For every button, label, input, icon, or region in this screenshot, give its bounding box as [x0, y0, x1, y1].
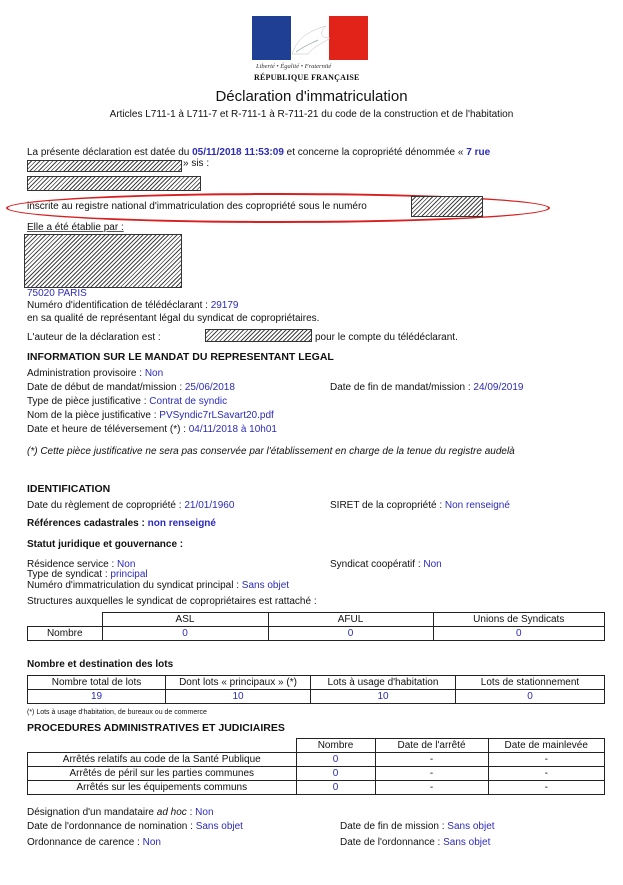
numero-line: [27, 300, 239, 311]
page-title: Déclaration d'immatriculation: [215, 88, 408, 105]
mandataire-sep: :: [186, 807, 196, 818]
table-cell: -: [375, 781, 488, 795]
intro-prefix: La présente déclaration est datée du: [27, 147, 193, 158]
intro-mid: et concerne la copropriété dénommée «: [283, 147, 467, 158]
table-cell: -: [375, 767, 488, 781]
structures-label: Structures auxquelles le syndicat de copropriétaires est rattaché :: [27, 596, 317, 607]
typesyn-line: [27, 569, 148, 580]
table-cell: 0: [433, 627, 605, 641]
table-row: [28, 781, 605, 795]
cadastre-value: non renseigné: [147, 518, 216, 529]
table-cell: 0: [296, 753, 375, 767]
dateord-value: Sans objet: [443, 837, 491, 848]
table-cell: 0: [296, 767, 375, 781]
admin-label: Administration provisoire :: [27, 368, 145, 379]
table-row: [28, 767, 605, 781]
residence-label: Résidence service :: [27, 559, 118, 570]
table-cell: -: [488, 781, 605, 795]
siret-line: [330, 500, 510, 511]
cadastre-label: Références cadastrales :: [27, 518, 148, 529]
table-cell: [28, 613, 103, 627]
row-label: Nombre: [28, 627, 103, 641]
coop-value: Non: [423, 559, 442, 570]
copro-name: 7 rue: [466, 147, 491, 158]
fin-line: [330, 382, 523, 393]
table-header: Unions de Syndicats: [433, 613, 605, 627]
marianne-logo: [252, 16, 368, 60]
redacted-block: [27, 176, 201, 191]
table-cell: 10: [166, 690, 311, 704]
numero-label: Numéro d'identification de télédéclarant :: [27, 300, 211, 311]
table-row: [28, 690, 605, 704]
table-cell: 19: [28, 690, 166, 704]
row-label: Arrêtés de péril sur les parties communes: [28, 767, 297, 781]
admin-value: Non: [144, 368, 164, 379]
type-line: [27, 396, 227, 407]
carence-line: [27, 837, 161, 848]
typesyn-value: principal: [110, 569, 148, 580]
table-row: [28, 627, 605, 641]
identification-heading: IDENTIFICATION: [27, 483, 111, 495]
table-cell: 0: [102, 627, 268, 641]
residence-value: Non: [117, 559, 136, 570]
structures-table: [27, 612, 605, 641]
nom-value: PVSyndic7rLSavart20.pdf: [159, 410, 274, 421]
table-header: Lots de stationnement: [456, 676, 605, 690]
lots-table: [27, 675, 605, 704]
table-header: Lots à usage d'habitation: [311, 676, 456, 690]
typesyn-label: Type de syndicat :: [27, 569, 111, 580]
redacted-block: [24, 234, 182, 288]
dateord-label: Date de l'ordonnance :: [340, 837, 444, 848]
table-cell: 0: [456, 690, 605, 704]
table-header: Nombre: [296, 739, 375, 753]
finmission-value: Sans objet: [447, 821, 495, 832]
ordonnance-label: Date de l'ordonnance de nomination :: [27, 821, 196, 832]
mandataire-label: Désignation d'un mandataire: [27, 807, 157, 818]
table-row: [28, 676, 605, 690]
numero-value: 29179: [210, 300, 239, 311]
auteur-label: L'auteur de la déclaration est :: [27, 332, 161, 343]
table-cell: -: [488, 753, 605, 767]
coop-label: Syndicat coopératif :: [330, 559, 424, 570]
lots-heading: Nombre et destination des lots: [27, 659, 174, 670]
numprinc-line: [27, 580, 289, 591]
table-cell: 10: [311, 690, 456, 704]
siret-label: SIRET de la copropriété :: [330, 500, 445, 511]
nom-label: Nom de la pièce justificative :: [27, 410, 160, 421]
carence-value: Non: [142, 837, 161, 848]
table-cell: -: [488, 767, 605, 781]
carence-label: Ordonnance de carence :: [27, 837, 143, 848]
page-subtitle: Articles L711-1 à L711-7 et R-711-1 à R-711-21 du code de la construction et de l'habitation: [109, 109, 514, 120]
admin-line: [27, 368, 163, 379]
lots-note: (*) Lots à usage d'habitation, de bureaux ou de commerce: [27, 709, 207, 716]
mandataire-line: [27, 807, 214, 818]
table-row: [28, 613, 605, 627]
redacted-block: [205, 329, 312, 342]
fin-value: 24/09/2019: [473, 382, 524, 393]
mandataire-value: Non: [195, 807, 214, 818]
cadastre-line: [27, 518, 216, 529]
redacted-block: [27, 160, 182, 172]
nom-line: [27, 410, 274, 421]
mandat-note: (*) Cette pièce justificative ne sera pas conservée par l'établissement en charge de la tenue du registre audelà: [27, 446, 515, 457]
table-cell: -: [375, 753, 488, 767]
fin-label: Date de fin de mandat/mission :: [330, 382, 474, 393]
numprinc-label: Numéro d'immatriculation du syndicat principal :: [27, 580, 242, 591]
ordonnance-line: [27, 821, 243, 832]
intro-sis: » sis :: [183, 158, 210, 169]
city: 75020 PARIS: [27, 288, 87, 299]
reglement-value: 21/01/1960: [184, 500, 235, 511]
table-cell: [28, 739, 297, 753]
finmission-label: Date de fin de mission :: [340, 821, 448, 832]
coop-line: [330, 559, 442, 570]
etablie-text: Elle a été établie par :: [27, 222, 124, 233]
procedures-heading: PROCEDURES ADMINISTRATIVES ET JUDICIAIRES: [27, 722, 285, 734]
row-label: Arrêtés relatifs au code de la Santé Publique: [28, 753, 297, 767]
table-header: Dont lots « principaux » (*): [166, 676, 311, 690]
logo-motto: Liberté • Égalité • Fraternité: [256, 63, 332, 70]
dateord-line: [340, 837, 490, 848]
finmission-line: [340, 821, 495, 832]
procedures-table: [27, 738, 605, 795]
declaration-date: 05/11/2018 11:53:09: [192, 147, 284, 158]
auteur-suffix: pour le compte du télédéclarant.: [315, 332, 458, 343]
debut-value: 25/06/2018: [184, 382, 235, 393]
table-header: AFUL: [268, 613, 433, 627]
table-header: ASL: [102, 613, 268, 627]
numprinc-value: Sans objet: [241, 580, 290, 591]
siret-value: Non renseigné: [444, 500, 510, 511]
table-header: Date de mainlevée: [488, 739, 605, 753]
mandat-heading: INFORMATION SUR LE MANDAT DU REPRESENTANT LEGAL: [27, 351, 334, 363]
tele-line: [27, 424, 277, 435]
table-header: Nombre total de lots: [28, 676, 166, 690]
debut-label: Date de début de mandat/mission :: [27, 382, 185, 393]
reglement-line: [27, 500, 234, 511]
qualite-text: en sa qualité de représentant légal du syndicat de copropriétaires.: [27, 313, 320, 324]
table-cell: 0: [296, 781, 375, 795]
type-label: Type de pièce justificative :: [27, 396, 150, 407]
row-label: Arrêtés sur les équipements communs: [28, 781, 297, 795]
mandataire-italic: ad hoc: [156, 807, 187, 818]
debut-line: [27, 382, 235, 393]
tele-value: 04/11/2018 à 10h01: [188, 424, 277, 435]
type-value: Contrat de syndic: [149, 396, 228, 407]
intro-line1: [27, 147, 490, 158]
statut-heading: Statut juridique et gouvernance :: [27, 539, 184, 550]
flag-icon: [252, 16, 368, 60]
table-row: [28, 753, 605, 767]
registre-text: inscrite au registre national d'immatriculation des copropriété sous le numéro: [27, 201, 367, 212]
tele-label: Date et heure de téléversement (*) :: [27, 424, 189, 435]
logo-republic: RÉPUBLIQUE FRANÇAISE: [254, 73, 360, 82]
table-row: [28, 739, 605, 753]
table-header: Date de l'arrêté: [375, 739, 488, 753]
reglement-label: Date du règlement de copropriété :: [27, 500, 185, 511]
table-cell: 0: [268, 627, 433, 641]
redacted-block: [411, 196, 483, 217]
ordonnance-value: Sans objet: [195, 821, 243, 832]
